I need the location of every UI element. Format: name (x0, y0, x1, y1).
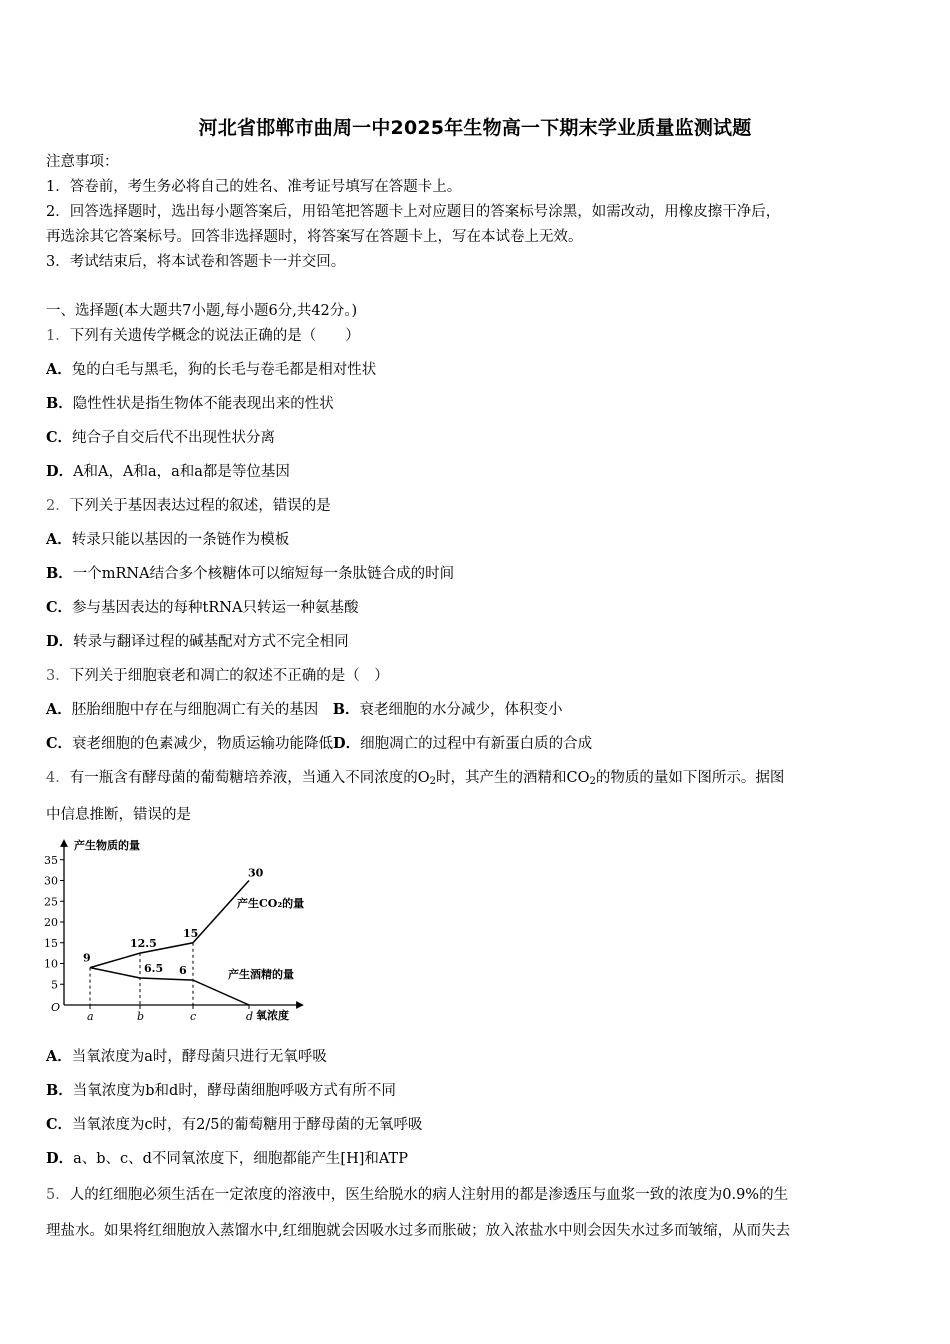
data-label: 9 (83, 951, 91, 965)
question-number: 1． (46, 328, 70, 344)
notice-item-2: 2．回答选择题时，选出每小题答案后，用铅笔把答题卡上对应题目的答案标号涂黑，如需改动，用橡皮擦干净后， (46, 204, 781, 220)
data-label: 6 (179, 964, 187, 978)
q1-option-b: B．隐性性状是指生物体不能表现出来的性状 (46, 395, 334, 412)
x-axis-label: 氧浓度 (256, 1009, 289, 1022)
question-5-cont: 理盐水。如果将红细胞放入蒸馏水中,红细胞就会因吸水过多而胀破；放入浓盐水中则会因失水过多而皱缩，从而失去 (46, 1223, 791, 1239)
section-heading: 一、选择题(本大题共7小题,每小题6分,共42分。) (46, 303, 358, 319)
notice-heading: 注意事项： (46, 154, 119, 170)
x-tick-label: d (246, 1010, 254, 1023)
x-tick-label: c (190, 1010, 197, 1023)
y-axis-label: 产生物质的量 (74, 839, 140, 852)
x-tick-label: b (137, 1010, 145, 1023)
page-title: 河北省邯郸市曲周一中2025年生物高一下期末学业质量监测试题 (198, 117, 752, 139)
series-label-co2: 产生CO₂的量 (237, 897, 305, 910)
question-4-cont: 中信息推断，错误的是 (46, 807, 191, 823)
y-tick-label: 25 (44, 895, 58, 909)
y-tick-label: 20 (44, 916, 58, 929)
question-2: 2．下列关于基因表达过程的叙述，错误的是 (46, 498, 331, 514)
notice-item-2-cont: 再选涂其它答案标号。回答非选择题时，将答案写在答题卡上，写在本试卷上无效。 (46, 229, 583, 245)
origin-label: O (51, 1001, 61, 1014)
q4-option-b: B．当氧浓度为b和d时，酵母菌细胞呼吸方式有所不同 (46, 1082, 396, 1099)
q2-option-c: C．参与基因表达的每种tRNA只转运一种氨基酸 (46, 599, 359, 616)
data-label: 30 (248, 866, 264, 880)
question-4: 4．有一瓶含有酵母菌的葡萄糖培养液，当通入不同浓度的$O_2$时，其产生的酒精和$CO_2$的物质的量如下图所示。据图 (46, 770, 785, 787)
q2-option-d: D．转录与翻译过程的碱基配对方式不完全相同 (46, 633, 349, 650)
q1-option-d: D．A和A，A和a，a和a都是等位基因 (46, 463, 290, 480)
q4-option-c: C．当氧浓度为c时，有2/5的葡萄糖用于酵母菌的无氧呼吸 (46, 1116, 423, 1133)
alcohol-series-line (90, 968, 249, 1005)
q4-option-a: A．当氧浓度为a时，酵母菌只进行无氧呼吸 (46, 1048, 327, 1065)
question-1 (46, 326, 360, 346)
q4-option-d: D．a、b、c、d不同氧浓度下，细胞都能产生[H]和ATP (46, 1150, 408, 1167)
data-label: 15 (183, 926, 199, 940)
notice-item-1: 1．答卷前，考生务必将自己的姓名、准考证号填写在答题卡上。 (46, 179, 462, 195)
q2-option-a: A．转录只能以基因的一条链作为模板 (46, 531, 290, 548)
oxygen-chart (40, 835, 330, 1030)
q2-option-b: B．一个mRNA结合多个核糖体可以缩短每一条肽链合成的时间 (46, 565, 455, 582)
notice-item-3: 3．考试结束后，将本试卷和答题卡一并交回。 (46, 254, 346, 270)
q3-option-cd: C．衰老细胞的色素减少，物质运输功能降低D．细胞凋亡的过程中有新蛋白质的合成 (46, 735, 593, 752)
q1-option-a: A．兔的白毛与黑毛，狗的长毛与卷毛都是相对性状 (46, 361, 377, 378)
x-tick-label: a (87, 1010, 94, 1023)
co2-series-line (90, 881, 249, 968)
y-tick-label: 10 (44, 957, 58, 971)
y-tick-label: 30 (44, 874, 58, 888)
q3-option-ab: A．胚胎细胞中存在与细胞凋亡有关的基因 B．衰老细胞的水分减少，体积变小 (46, 701, 563, 718)
question-5: 5．人的红细胞必须生活在一定浓度的溶液中，医生给脱水的病人注射用的都是渗透压与血浆一致的浓度为0.9%的生 (46, 1187, 789, 1203)
series-label-alcohol: 产生酒精的量 (228, 968, 294, 981)
y-tick-label: 5 (51, 978, 58, 992)
data-label: 12.5 (130, 937, 157, 951)
q1-option-c: C．纯合子自交后代不出现性状分离 (46, 429, 276, 446)
y-tick-label: 35 (44, 853, 58, 867)
question-stem: 下列有关遗传学概念的说法正确的是（ ） (69, 328, 360, 344)
y-tick-label: 15 (44, 936, 58, 950)
data-label: 6.5 (144, 962, 164, 976)
question-3: 3．下列关于细胞衰老和凋亡的叙述不正确的是（ ） (46, 668, 389, 684)
